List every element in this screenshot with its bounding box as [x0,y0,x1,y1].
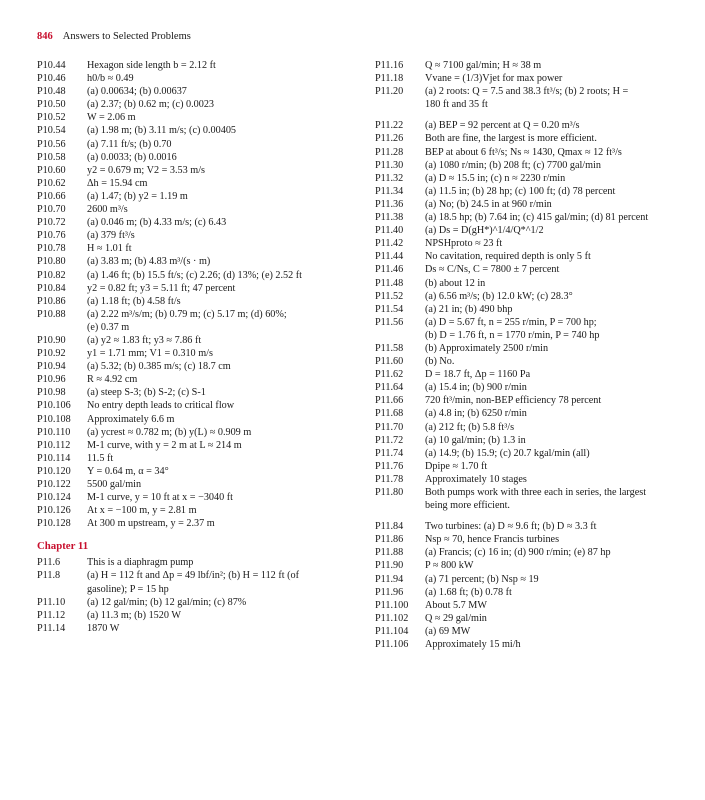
problem-number: P11.48 [375,277,404,289]
problem-number: P10.84 [37,282,66,294]
answer-text: (a) 1.98 m; (b) 3.11 m/s; (c) 0.00405 [87,125,237,137]
problem-number: P11.80 [375,487,404,498]
answer-text: y1 = 1.71 mm; V1 = 0.310 m/s [87,348,213,360]
answer-row [37,569,337,582]
problem-number: P11.70 [375,421,404,433]
answer-row [375,72,680,85]
problem-number: P11.88 [375,547,404,559]
problem-number: P10.88 [37,308,66,320]
answer-continuation: (b) D = 1.76 ft, n = 1770 r/min, P = 740 hp [425,329,600,341]
problem-number: P10.106 [37,400,71,412]
answer-row [375,520,680,533]
answer-row [375,355,680,368]
answer-row [37,242,337,255]
answer-text: Q ≈ 29 gal/min [425,612,487,624]
problem-number: P11.18 [375,73,404,85]
answer-text: 720 ft³/min, non-BEP efficiency 78 percent [425,395,602,407]
answer-text: BEP at about 6 ft³/s; Ns ≈ 1430, Qmax ≈ 12 ft³/s [425,146,622,158]
problem-number: P11.72 [375,434,404,446]
answer-text: (a) Francis; (c) 16 in; (d) 900 r/min; (e) 87 hp [425,547,611,559]
answer-text: (b) No. [425,356,455,368]
problem-number: P10.48 [37,86,66,98]
problem-number: P10.122 [37,479,71,490]
problem-number: P11.94 [375,573,404,585]
answer-text: (a) 15.4 in; (b) 900 r/min [425,382,527,394]
problem-number: P11.86 [375,534,404,546]
problem-number: P10.120 [37,465,71,477]
answer-text: (a) 4.8 in; (b) 6250 r/min [425,408,527,420]
answer-text: At 300 m upstream, y = 2.37 m [87,518,215,530]
answer-row [37,373,337,386]
answer-text: (a) 0.046 m; (b) 4.33 m/s; (c) 6.43 [87,217,227,229]
problem-number: P10.114 [37,452,71,464]
answer-row [375,447,680,460]
problem-number: P10.78 [37,243,66,255]
answer-text: W = 2.06 m [87,112,136,124]
answer-text: (a) H = 112 ft and Δp = 49 lbf/in²; (b) H = 112 ft (of [87,570,299,582]
answer-text: (a) 11.3 m; (b) 1520 W [87,609,181,621]
problem-number: P10.76 [37,230,66,242]
answer-row [375,460,680,473]
problem-number: P10.80 [37,256,66,268]
answer-row [37,164,337,177]
problem-number: P11.28 [375,146,404,158]
answer-row [375,85,680,98]
answer-text: H ≈ 1.01 ft [87,243,132,255]
answer-text: (a) D ≈ 15.5 in; (c) n ≈ 2230 r/min [425,172,566,184]
answer-text: (a) 379 ft³/s [87,230,135,242]
answer-text: About 5.7 MW [425,599,487,611]
answer-row [375,185,680,198]
problem-number: P11.30 [375,159,404,171]
answer-row [37,452,337,465]
problem-number: P10.44 [37,60,66,71]
answer-text: (a) 10 gal/min; (b) 1.3 in [425,434,526,446]
answer-text: (a) BEP = 92 percent at Q = 0.20 m³/s [425,120,580,132]
problem-number: P11.52 [375,290,404,302]
problem-number: P10.98 [37,387,66,399]
answer-text: 5500 gal/min [87,479,142,490]
answer-row [375,316,680,329]
answer-row [375,546,680,559]
problem-number: P11.106 [375,639,409,651]
answer-continuation: being more efficient. [425,500,510,512]
answer-text: (a) 2 roots: Q = 7.5 and 38.3 ft³/s; (b) 2 roots; H = [425,86,629,98]
answer-row [375,586,680,599]
answer-row [37,295,337,308]
answer-row [375,263,680,276]
answer-text: (b) Approximately 2500 r/min [425,342,549,354]
problem-number: P11.76 [375,460,404,472]
answer-row [375,638,680,651]
problem-number: P10.112 [37,439,71,451]
answer-row [37,478,337,491]
problem-number: P10.62 [37,177,66,189]
answer-row [37,190,337,203]
answer-row [37,124,337,137]
answer-row [37,347,337,360]
problem-number: P10.96 [37,374,66,386]
answer-text: Approximately 15 mi/h [425,639,521,651]
answer-text: Nsp ≈ 70, hence Francis turbines [425,534,560,546]
problem-number: P10.90 [37,334,66,346]
answer-row [37,413,337,426]
problem-number: P11.40 [375,225,404,237]
answer-text: (b) about 12 in [425,277,486,289]
problem-number: P11.66 [375,395,404,407]
page-number: 846 [37,31,53,42]
answer-text: (a) 11.5 in; (b) 28 hp; (c) 100 ft; (d) 78 percent [425,185,616,197]
answer-text: D = 18.7 ft, Δp = 1160 Pa [425,369,531,381]
page-header [37,31,191,42]
problem-number: P11.14 [37,622,66,634]
answer-row [375,368,680,381]
answer-text: y2 = 0.82 ft; y3 = 5.11 ft; 47 percent [87,282,236,294]
answer-row [375,237,680,250]
answer-row [37,491,337,504]
answer-row [375,277,680,290]
answer-row [375,250,680,263]
answer-text: (a) 0.00634; (b) 0.00637 [87,86,187,98]
answer-row [375,599,680,612]
chapter-heading: Chapter 11 [37,540,89,553]
answer-row [37,517,337,530]
answer-text: (a) 7.11 ft/s; (b) 0.70 [87,138,172,150]
answer-text: (a) 1.46 ft; (b) 15.5 ft/s; (c) 2.26; (d) 13%; (e) 2.52 ft [87,269,303,281]
answer-row [37,504,337,517]
answer-text: M-1 curve, with y = 2 m at L ≈ 214 m [87,439,242,451]
answer-text: R ≈ 4.92 cm [87,374,138,386]
problem-number: P10.86 [37,295,66,307]
answer-text: (a) D = 5.67 ft, n = 255 r/min, P = 700 hp; [425,316,597,328]
answer-row [375,59,680,72]
answer-text: Approximately 10 stages [425,473,527,485]
answer-text: 2600 m³/s [87,204,128,216]
problem-number: P11.102 [375,612,409,624]
answer-row [37,111,337,124]
answer-text: NPSHproto ≈ 23 ft [425,238,503,250]
answer-row [375,224,680,237]
problem-number: P11.46 [375,264,404,276]
problem-number: P10.82 [37,269,66,281]
problem-number: P11.44 [375,251,404,263]
answer-row [37,269,337,282]
answer-row [375,211,680,224]
answer-text: M-1 curve, y = 10 ft at x = −3040 ft [87,492,233,504]
answer-text: (a) 212 ft; (b) 5.8 ft³/s [425,421,515,433]
answer-row [375,146,680,159]
chapter-10-answers [37,59,337,530]
answer-row [37,229,337,242]
answer-row [375,533,680,546]
answer-row [37,622,337,635]
answer-text: (a) Ds = D(gH*)^1/4/Q*^1/2 [425,225,544,237]
problem-number: P11.56 [375,316,404,328]
problem-number: P11.78 [375,473,404,485]
answer-row [375,119,680,132]
answer-row [37,255,337,268]
problem-number: P10.108 [37,413,71,425]
answer-row [375,434,680,447]
right-answer-column [375,59,680,651]
answer-text: (a) 71 percent; (b) Nsp ≈ 19 [425,573,539,585]
answer-text: Two turbines: (a) D ≈ 9.6 ft; (b) D ≈ 3.3 ft [425,521,597,533]
answer-text: (a) 1.18 ft; (b) 4.58 ft/s [87,295,181,307]
answer-row [375,290,680,303]
answer-row [375,486,680,499]
problem-number: P11.36 [375,198,404,210]
answer-row [37,282,337,295]
answer-text: (a) 12 gal/min; (b) 12 gal/min; (c) 87% [87,596,247,608]
answer-text: (a) 14.9; (b) 15.9; (c) 20.7 kgal/min (all) [425,447,590,459]
answer-row [37,465,337,478]
answer-text: Hexagon side length b = 2.12 ft [87,60,216,71]
answer-row [37,216,337,229]
answer-text: Both are fine, the largest is more efficient. [425,133,597,145]
problem-number: P11.60 [375,356,404,368]
answer-text: Approximately 6.6 m [87,413,175,425]
answer-row [375,473,680,486]
problem-number: P10.58 [37,151,66,163]
problem-number: P10.72 [37,217,66,229]
chapter-11-answers [37,556,337,635]
answer-row [37,360,337,373]
problem-number: P11.6 [37,557,61,569]
answer-row [37,72,337,85]
problem-number: P11.42 [375,238,404,250]
answer-text: At x = −100 m, y = 2.81 m [87,505,197,517]
answer-continuation: gasoline); P = 15 hp [87,583,169,595]
answer-row [375,407,680,420]
problem-number: P10.128 [37,518,71,530]
answer-text: No cavitation, required depth is only 5 ft [425,251,591,263]
problem-number: P11.22 [375,120,404,132]
problem-number: P11.8 [37,570,61,582]
answer-continuation: (e) 0.37 m [87,321,130,333]
problem-number: P11.38 [375,212,404,224]
problem-number: P11.32 [375,172,404,184]
running-title: Answers to Selected Problems [62,31,191,42]
problem-number: P10.94 [37,361,66,373]
answer-text: (a) 1.68 ft; (b) 0.78 ft [425,586,512,598]
spacer [375,512,680,520]
left-answer-column [37,59,337,635]
problem-number: P10.70 [37,204,66,216]
answer-row [375,342,680,355]
answer-row [375,394,680,407]
answer-row [375,421,680,434]
answer-text: (a) ycrest ≈ 0.782 m; (b) y(L) ≈ 0.909 m [87,426,252,438]
problem-number: P11.10 [37,596,66,608]
problem-number: P11.26 [375,133,404,145]
answer-text: No entry depth leads to critical flow [87,400,235,412]
answer-row [37,308,337,321]
answer-row [375,303,680,316]
problem-number: P10.56 [37,138,66,150]
answer-text: Vvane = (1/3)Vjet for max power [425,73,563,85]
answer-text: (a) 2.37; (b) 0.62 m; (c) 0.0023 [87,99,215,111]
problem-number: P11.90 [375,560,404,572]
problem-number: P11.68 [375,408,404,420]
answer-continuation: 180 ft and 35 ft [425,99,488,111]
problem-number: P10.126 [37,505,71,517]
problem-number: P11.100 [375,599,409,611]
problem-number: P11.104 [375,625,409,637]
problem-number: P10.50 [37,99,66,111]
problem-number: P10.66 [37,190,66,202]
answer-row [37,203,337,216]
answer-text: 1870 W [87,622,120,634]
answer-row [375,172,680,185]
answer-text: (a) 3.83 m; (b) 4.83 m³/(s · m) [87,256,211,268]
answer-text: (a) 18.5 hp; (b) 7.64 in; (c) 415 gal/min; (d) 81 percent [425,212,649,224]
answer-row [37,556,337,569]
answer-text: P ≈ 800 kW [425,560,474,572]
answer-row [375,573,680,586]
answer-row [37,609,337,622]
answer-row [375,159,680,172]
problem-number: P10.110 [37,426,71,438]
answer-text: (a) 21 in; (b) 490 bhp [425,303,513,315]
answer-row [375,198,680,211]
answer-text: Y = 0.64 m, α = 34° [87,465,169,477]
problem-number: P11.58 [375,342,404,354]
answer-row [37,59,337,72]
answer-row [375,381,680,394]
chapter-11-answers-continued [375,59,680,651]
answer-row [37,439,337,452]
problem-number: P11.16 [375,60,404,71]
answer-text: (a) 1.47; (b) y2 = 1.19 m [87,190,188,202]
answer-row [375,612,680,625]
answer-text: (a) 0.0033; (b) 0.0016 [87,151,177,163]
problem-number: P10.92 [37,348,66,360]
answer-text: (a) 5.32; (b) 0.385 m/s; (c) 18.7 cm [87,361,231,373]
problem-number: P10.124 [37,492,71,504]
problem-number: P10.60 [37,164,66,176]
problem-number: P10.46 [37,73,66,85]
answer-text: Q ≈ 7100 gal/min; H ≈ 38 m [425,60,542,71]
answer-text: Both pumps work with three each in series, the largest [425,487,647,498]
answer-text: (a) No; (b) 24.5 in at 960 r/min [425,198,552,210]
problem-number: P11.34 [375,185,404,197]
answer-text: 11.5 ft [87,452,114,464]
answer-row [37,177,337,190]
problem-number: P11.74 [375,447,404,459]
problem-number: P11.96 [375,586,404,598]
answer-row [37,386,337,399]
answer-text: (a) 69 MW [425,625,471,637]
answer-row [375,132,680,145]
answer-row [37,426,337,439]
problem-number: P11.20 [375,86,404,98]
answer-text: (a) 6.56 m³/s; (b) 12.0 kW; (c) 28.3° [425,290,573,302]
problem-number: P11.62 [375,369,404,381]
answer-row [37,399,337,412]
answer-text: Δh = 15.94 cm [87,177,148,189]
answer-text: (a) 1080 r/min; (b) 208 ft; (c) 7700 gal/min [425,159,601,171]
answer-text: Ds ≈ C/Ns, C = 7800 ± 7 percent [425,264,560,276]
problem-number: P11.64 [375,382,404,394]
answer-text: y2 = 0.679 m; V2 = 3.53 m/s [87,164,205,176]
answer-row [375,625,680,638]
answer-text: Dpipe ≈ 1.70 ft [425,460,488,472]
problem-number: P11.84 [375,521,404,533]
answer-row [37,138,337,151]
spacer [375,111,680,119]
problem-number: P10.52 [37,112,66,124]
answer-row [37,151,337,164]
problem-number: P11.54 [375,303,404,315]
problem-number: P10.54 [37,125,66,137]
answer-text: This is a diaphragm pump [87,557,194,569]
answer-row [37,85,337,98]
answer-text: h0/b ≈ 0.49 [87,73,134,85]
answer-row [37,98,337,111]
problem-number: P11.12 [37,609,66,621]
answer-row [375,559,680,572]
answer-row [37,596,337,609]
answer-row [37,334,337,347]
answer-text: (a) 2.22 m³/s/m; (b) 0.79 m; (c) 5.17 m; (d) 60%; [87,308,287,320]
answer-text: (a) steep S-3; (b) S-2; (c) S-1 [87,387,206,399]
answer-text: (a) y2 ≈ 1.83 ft; y3 ≈ 7.86 ft [87,334,202,346]
